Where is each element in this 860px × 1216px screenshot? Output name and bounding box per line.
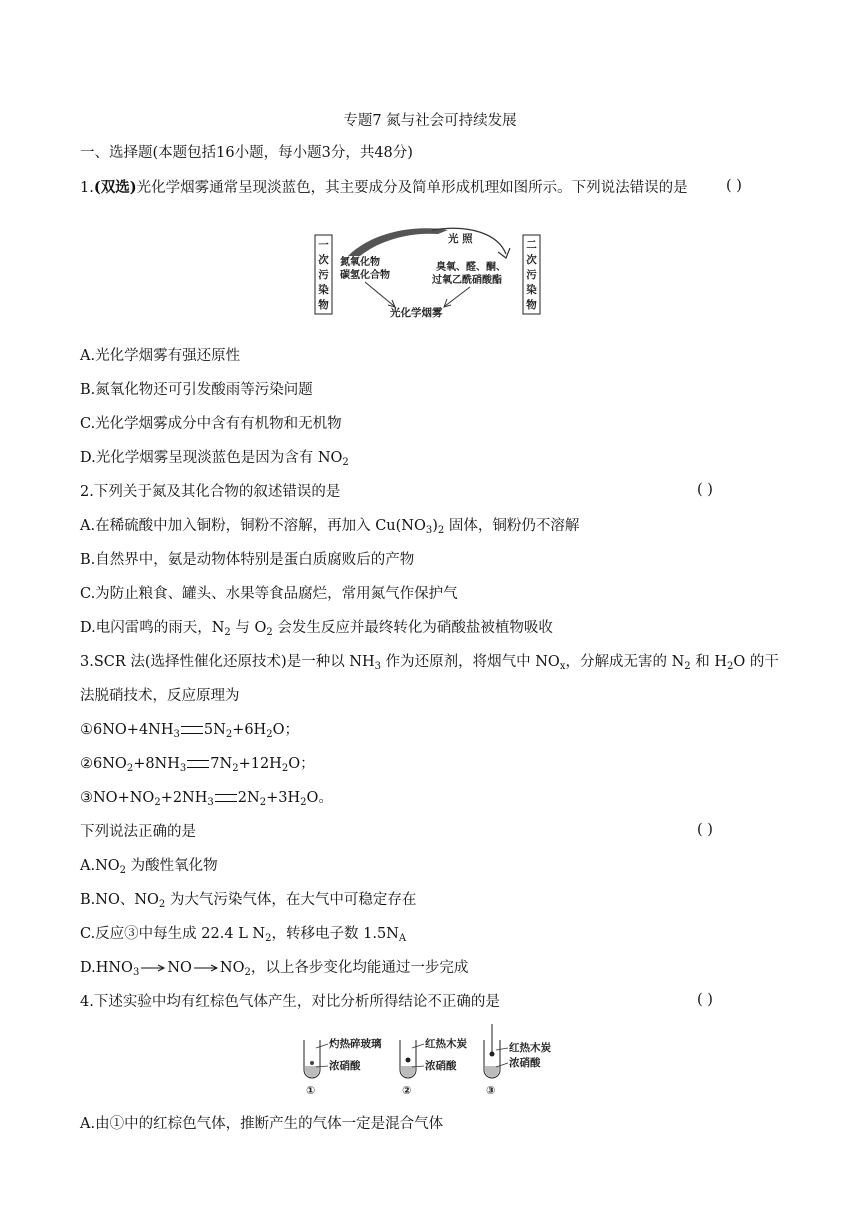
charcoal-piece <box>406 1058 411 1063</box>
q1-stem: 1.(双选)光化学烟雾通常呈现淡蓝色，其主要成分及简单形成机理如图所示。下列说法错误的是 <box>80 179 688 196</box>
equals-sign <box>181 726 203 734</box>
q1-option-d: D.光化学烟雾呈现淡蓝色是因为含有 $NO_2$ <box>80 450 349 468</box>
left-arrow-line <box>365 282 394 306</box>
right-box-char: 物 <box>526 299 537 311</box>
label-line <box>316 1044 328 1048</box>
right-arrow-icon <box>193 964 219 972</box>
right-box-char: 次 <box>526 254 537 266</box>
q1-option-a: A.光化学烟雾有强还原性 <box>80 348 241 364</box>
acid-level-1 <box>305 1066 319 1077</box>
glass-piece <box>310 1061 314 1065</box>
q1-answer-bracket: ( ) <box>726 178 742 194</box>
q2-answer-bracket: ( ) <box>697 482 713 498</box>
q3-equation-3: $③NO+NO_2+2NH_3$ $2N_2+3H_2O$。 <box>80 790 333 808</box>
right-text-2: 过氧乙酰硝酸酯 <box>432 275 502 286</box>
section-heading: 一、选择题(本题包括16小题，每小题3分，共48分) <box>80 145 413 161</box>
right-arrow-icon <box>140 964 166 972</box>
q2-option-d: D.电闪雷鸣的雨天，$N_2$ 与 $O_2$ 会发生反应并最终转化为硝酸盐被植物吸收 <box>80 620 553 638</box>
right-box-char: 污 <box>526 269 537 281</box>
tube2-top-label: 红热木炭 <box>425 1038 467 1050</box>
q4-option-a: A.由①中的红棕色气体，推断产生的气体一定是混合气体 <box>80 1116 444 1132</box>
q3-equation-2: $②6NO_2+8NH_3$ $7N_2+12H_2O$； <box>80 756 315 774</box>
tube1-bottom-label: 浓硝酸 <box>329 1060 361 1072</box>
tube3-number: ③ <box>486 1084 496 1097</box>
left-box-char: 染 <box>318 284 329 296</box>
smog-diagram <box>310 226 554 324</box>
tube1-number: ① <box>306 1084 316 1097</box>
right-arrow-line <box>445 287 470 306</box>
left-box-char: 物 <box>318 299 329 311</box>
left-text-1: 氮氧化物 <box>340 257 380 268</box>
right-box-char: 染 <box>526 284 537 296</box>
tube3-bottom-label: 浓硝酸 <box>509 1057 541 1069</box>
q3-option-c: C.反应③中每生成 22.4 L $N_2$，转移电子数 $1.5N_A$ <box>80 926 407 944</box>
q3-answer-bracket: ( ) <box>697 822 713 838</box>
acid-level-2 <box>401 1066 415 1077</box>
bottom-label: 光化学烟雾 <box>390 307 443 319</box>
light-arc-shaded <box>348 228 448 256</box>
left-box-char: 污 <box>318 269 329 281</box>
left-text-2: 碳氢化合物 <box>340 270 390 281</box>
tube3-top-label: 红热木炭 <box>509 1042 551 1054</box>
left-box-char: 次 <box>318 254 329 266</box>
q3-option-a: $A.NO_2$ 为酸性氧化物 <box>80 858 218 876</box>
q1-option-c: C.光化学烟雾成分中含有有机物和无机物 <box>80 416 342 432</box>
label-line <box>412 1044 424 1048</box>
q2-option-a: A.在稀硫酸中加入铜粉，铜粉不溶解，再加入 $Cu(NO_3)_2$ 固体，铜粉仍不溶解 <box>80 518 580 536</box>
equals-sign <box>187 760 209 768</box>
left-box-char: 一 <box>318 239 329 251</box>
test-tube-diagram <box>292 1022 562 1100</box>
light-label: 光 照 <box>448 233 473 245</box>
equals-sign <box>215 794 237 802</box>
q3-stem-line2: 法脱硝技术，反应原理为 <box>80 688 240 704</box>
right-text-1: 臭氧、醛、酮、 <box>436 262 506 273</box>
q2-stem: 2.下列关于氮及其化合物的叙述错误的是 <box>80 484 341 500</box>
q3-stem: 下列说法正确的是 <box>80 824 196 840</box>
page-title: 专题7 氮与社会可持续发展 <box>343 113 517 129</box>
tube2-number: ② <box>402 1084 412 1097</box>
label-line <box>496 1048 508 1050</box>
q3-option-b: B.NO、$NO_2$ 为大气污染气体，在大气中可稳定存在 <box>80 892 417 910</box>
tube2-bottom-label: 浓硝酸 <box>425 1060 457 1072</box>
tube1-top-label: 灼热碎玻璃 <box>329 1038 382 1050</box>
q2-option-b: B.自然界中，氨是动物体特别是蛋白质腐败后的产物 <box>80 552 415 568</box>
q2-option-c: C.为防止粮食、罐头、水果等食品腐烂，常用氮气作保护气 <box>80 586 458 602</box>
q1-tag: (双选) <box>93 179 137 196</box>
right-box-char: 二 <box>526 239 537 251</box>
q4-answer-bracket: ( ) <box>697 992 713 1008</box>
q3-option-d: $D.HNO_3$ NO $NO_2$，以上各步变化均能通过一步完成 <box>80 960 469 978</box>
q3-stem-line1: 3.SCR 法(选择性催化还原技术)是一种以 $NH_3$ 作为还原剂，将烟气中 $NO_x$，分解成无害的 $N_2$ 和 $H_2O$ 的干 <box>80 654 779 672</box>
acid-level-3 <box>485 1066 499 1077</box>
q3-equation-1: $①6NO+4NH_3$ $5N_2+6H_2O$； <box>80 722 299 740</box>
q4-stem: 4.下述实验中均有红棕色气体产生，对比分析所得结论不正确的是 <box>80 994 500 1010</box>
charcoal-piece <box>490 1052 495 1057</box>
q1-option-b: B.氮氧化物还可引发酸雨等污染问题 <box>80 382 313 398</box>
label-line <box>496 1063 508 1067</box>
